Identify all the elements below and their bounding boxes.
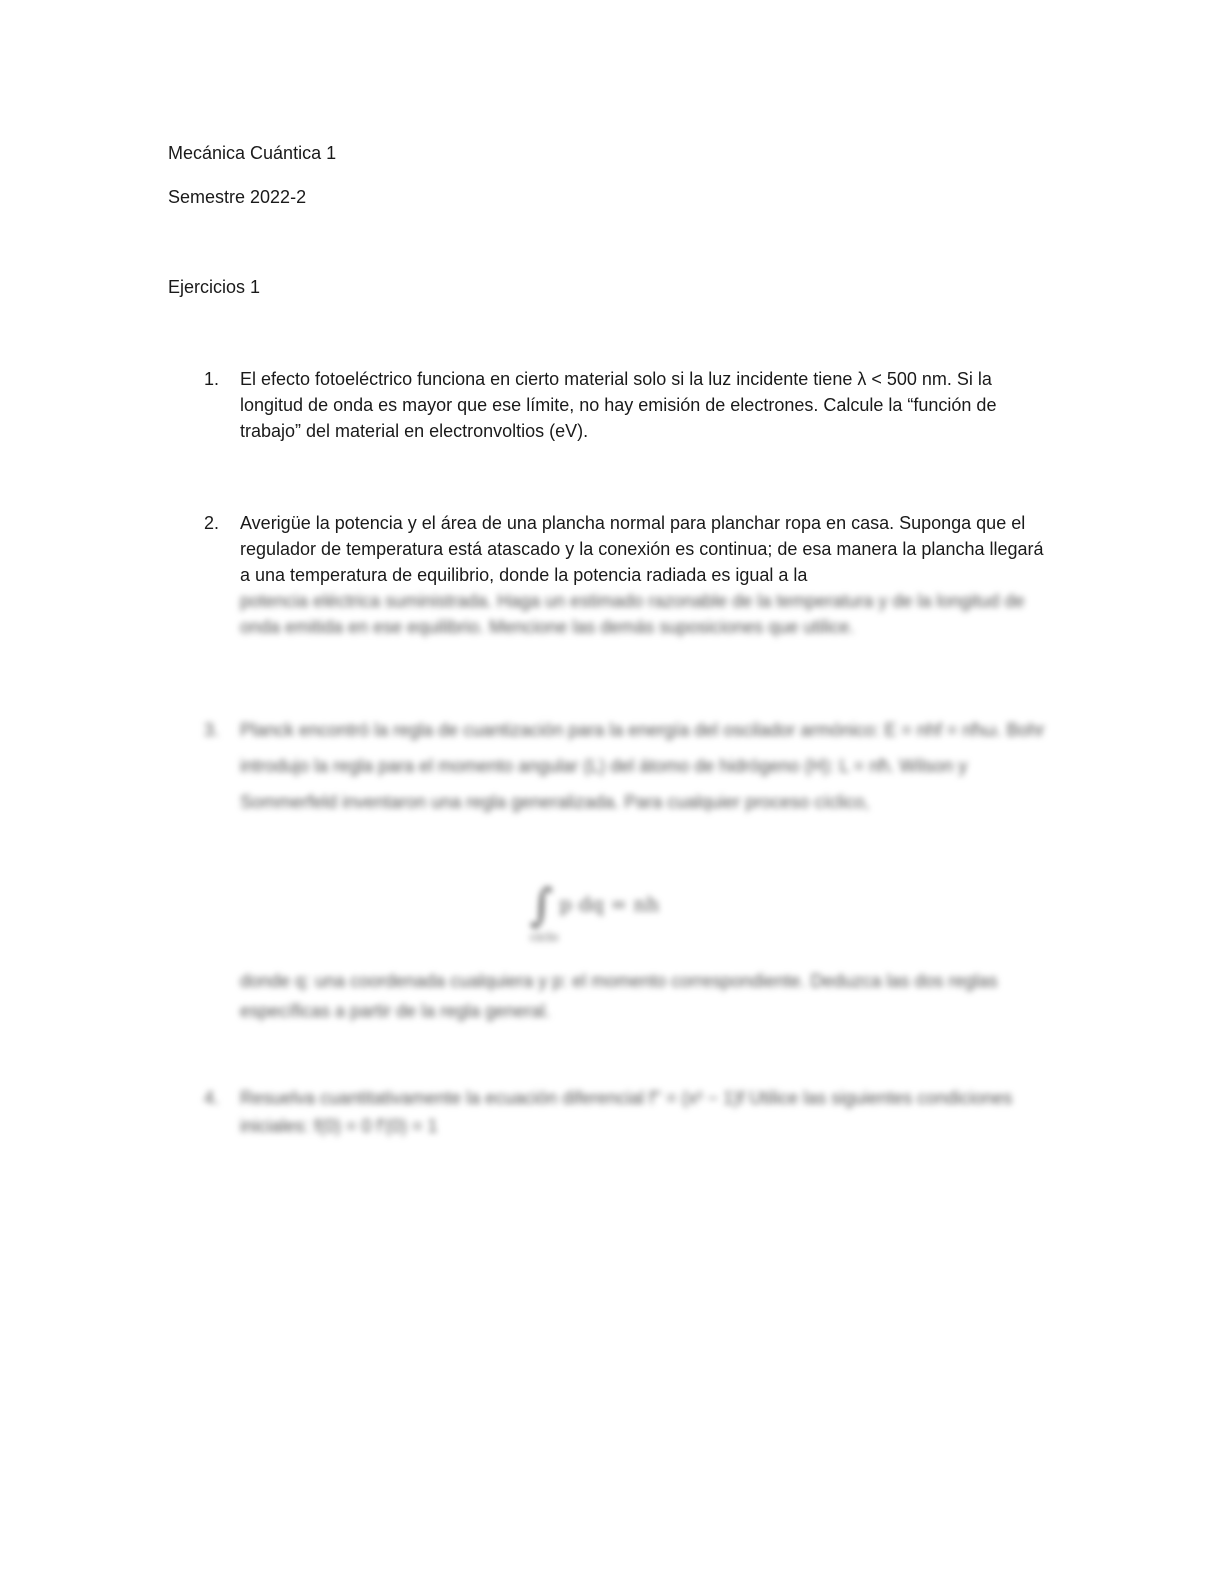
exercise-2 — [204, 510, 1049, 640]
equation-subscript: ciclo — [530, 930, 559, 944]
cyclic-integral-equation — [530, 880, 660, 944]
exercise-4 — [204, 1084, 1049, 1140]
exercise-text: Resuelva cuantitativamente la ecuación diferencial f'' = (x² − 1)f Utilice las siguientes condiciones iniciales: f(0) = 0 f'(0) = 1 — [240, 1088, 1013, 1136]
exercise-text: El efecto fotoeléctrico funciona en cierto material solo si la luz incidente tiene λ < 500 nm. Si la longitud de onda es mayor que ese límite, no hay emisión de electrones. Calcule la “función de trabajo” del material en electronvoltios (eV). — [240, 369, 997, 441]
exercise-text: Averigüe la potencia y el área de una plancha normal para planchar ropa en casa. Suponga que el regulador de temperatura está atascado y la conexión es continua; de esa manera la plancha llegará a una temperatura de equilibrio, donde la potencia radiada es igual a la — [240, 513, 1044, 585]
exercise-text: Planck encontró la regla de cuantización para la energía del oscilador armónico: E = nhf = nħω. Bohr introdujo la regla para el momento angular (L) del átomo de hidrógeno (H): L = nħ. Wilson y Sommerfeld inventaron una regla generalizada. Para cualquier proceso cíclico, — [240, 720, 1045, 812]
exercise-text: donde q: una coordenada cualquiera y p: el momento correspondiente. Deduzca las dos reglas específicas a partir de la regla general. — [240, 971, 998, 1021]
equation-body: p dq = nh — [559, 892, 660, 916]
exercise-1 — [204, 366, 1049, 444]
exercise-text-blurred: potencia eléctrica suministrada. Haga un estimado razonable de la temperatura y de la longitud de onda emitida en ese equilibrio. Mencione las demás suposiciones que utilice. — [240, 591, 1025, 637]
integral-sign: ∫ — [530, 880, 553, 931]
course-title: Mecánica Cuántica 1 — [168, 143, 337, 163]
exercise-number: 1. — [204, 369, 220, 389]
exercise-3 — [204, 712, 1049, 820]
exercise-number: 4. — [204, 1088, 220, 1108]
exercise-3-continuation — [204, 966, 1049, 1026]
exercise-number: 3. — [204, 720, 220, 740]
semester: Semestre 2022-2 — [168, 187, 307, 207]
exercise-number: 2. — [204, 513, 220, 533]
document-title: Ejercicios 1 — [168, 277, 261, 297]
